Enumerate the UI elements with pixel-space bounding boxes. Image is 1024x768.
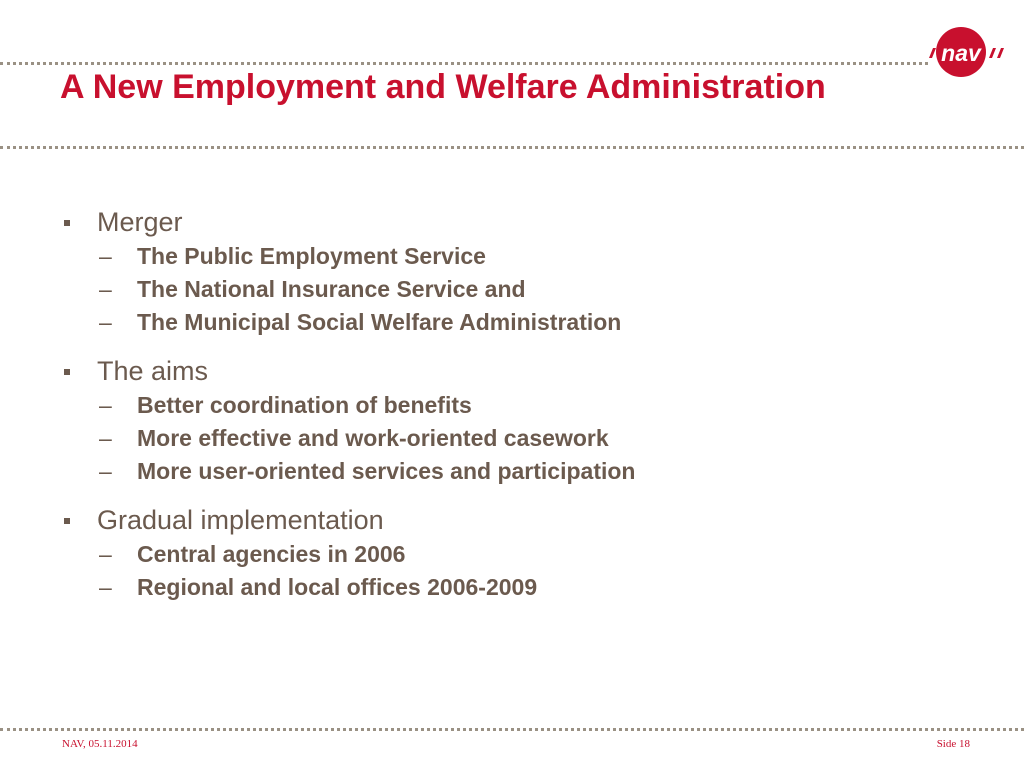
sub-bullet-item: – Better coordination of benefits <box>97 389 960 422</box>
title-dotted-rule <box>0 146 1024 149</box>
bullet-heading: Merger <box>97 207 183 237</box>
footer-date: NAV, 05.11.2014 <box>62 738 138 750</box>
slide-title: A New Employment and Welfare Administration <box>60 68 826 106</box>
sub-bullet-item: – Regional and local offices 2006-2009 <box>97 571 960 604</box>
sub-bullet-item: – The Public Employment Service <box>97 240 960 273</box>
sub-bullet-item: – More effective and work-oriented casework <box>97 422 960 455</box>
sub-bullet-item: – The Municipal Social Welfare Administration <box>97 306 960 339</box>
square-bullet-icon <box>64 220 70 226</box>
bullet-heading: The aims <box>97 356 209 386</box>
dash-bullet-icon: – <box>99 276 112 302</box>
sub-bullet-item: – Central agencies in 2006 <box>97 538 960 571</box>
top-dotted-rule <box>0 62 928 65</box>
dash-bullet-icon: – <box>99 425 112 451</box>
bullet-gradual-implementation <box>60 502 960 604</box>
bullet-aims <box>60 353 960 488</box>
nav-logo-text: nav <box>941 40 981 66</box>
footer-dotted-rule <box>0 728 1024 731</box>
square-bullet-icon <box>64 518 70 524</box>
dash-bullet-icon: – <box>99 541 112 567</box>
sub-bullet-item: – More user-oriented services and participation <box>97 455 960 488</box>
bullet-heading: Gradual implementation <box>97 505 384 535</box>
bullet-list <box>60 204 960 606</box>
sub-bullet-list <box>97 538 960 604</box>
dash-bullet-icon: – <box>99 574 112 600</box>
sub-bullet-list <box>97 240 960 339</box>
dash-bullet-icon: – <box>99 243 112 269</box>
dash-bullet-icon: – <box>99 458 112 484</box>
bullet-merger <box>60 204 960 339</box>
sub-bullet-list <box>97 389 960 488</box>
dash-bullet-icon: – <box>99 392 112 418</box>
square-bullet-icon <box>64 369 70 375</box>
sub-bullet-item: – The National Insurance Service and <box>97 273 960 306</box>
footer-page-number: Side 18 <box>936 738 970 750</box>
nav-logo-icon <box>925 26 1015 78</box>
dash-bullet-icon: – <box>99 309 112 335</box>
